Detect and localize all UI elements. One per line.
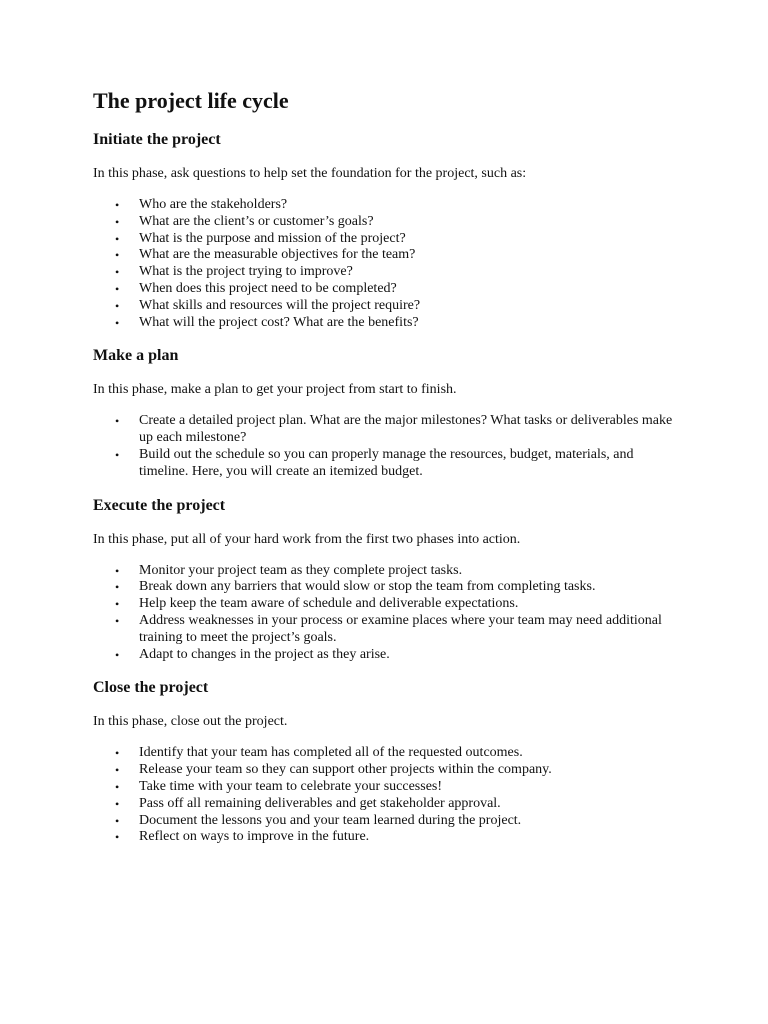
list-item-text: Address weaknesses in your process or examine places where your team may need additional training to meet the project’s goals. [139,612,662,645]
list-item [93,231,678,248]
bullet-icon: • [115,281,120,296]
bullet-icon: • [115,830,120,845]
list-item-text: What skills and resources will the project require? [139,297,421,313]
section-heading: Make a plan [93,347,179,365]
list-item-text: Create a detailed project plan. What are the major milestones? What tasks or deliverables make up each milestone? [139,413,673,446]
section-intro: In this phase, ask questions to help set the foundation for the project, such as: [93,166,527,181]
bullet-icon: • [115,414,120,429]
section-close [93,678,678,846]
bullet-icon: • [115,231,120,246]
list-item [93,197,678,214]
list-item-text: What is the project trying to improve? [139,264,353,280]
section-heading: Close the project [93,679,209,697]
list-item [93,647,678,664]
list-item [93,596,678,613]
list-item-text: Who are the stakeholders? [139,197,288,212]
bullet-icon: • [115,563,120,578]
bullet-icon: • [115,779,120,794]
list-item-text: Identify that your team has completed all of the requested outcomes. [139,745,523,761]
list-item [93,563,678,580]
bullet-icon: • [115,447,120,462]
bullet-icon: • [115,613,120,628]
bullet-list [93,745,678,846]
bullet-icon: • [115,580,120,595]
list-item [93,447,678,481]
list-item [93,813,678,830]
list-item [93,829,678,846]
list-item [93,315,678,332]
list-item [93,745,678,762]
section-intro: In this phase, put all of your hard work from the first two phases into action. [93,531,521,547]
bullet-list [93,413,678,480]
list-item-text: Adapt to changes in the project as they arise. [139,646,390,662]
list-item-text: Reflect on ways to improve in the future. [139,829,370,845]
section-heading: Execute the project [93,496,226,514]
list-item [93,613,678,647]
list-item-text: Pass off all remaining deliverables and get stakeholder approval. [139,795,501,811]
list-item [93,264,678,281]
list-item [93,298,678,315]
list-item-text: Release your team so they can support other projects within the company. [139,762,552,778]
bullet-icon: • [115,298,120,313]
bullet-icon: • [115,813,120,828]
list-item [93,247,678,264]
list-item [93,779,678,796]
bullet-icon: • [115,265,120,280]
bullet-icon: • [115,796,120,811]
list-item [93,413,678,447]
list-item-text: When does this project need to be completed? [139,280,397,296]
bullet-icon: • [115,198,120,212]
document-page [93,86,678,861]
section-initiate [93,130,678,331]
list-item [93,762,678,779]
list-item-text: Take time with your team to celebrate your successes! [139,778,443,794]
list-item [93,214,678,231]
bullet-icon: • [115,597,120,612]
list-item-text: What will the project cost? What are the benefits? [139,314,419,330]
list-item-text: Monitor your project team as they complete project tasks. [139,562,463,578]
list-item-text: Document the lessons you and your team learned during the project. [139,812,522,828]
list-item-text: Break down any barriers that would slow or stop the team from completing tasks. [139,579,596,595]
page-title: The project life cycle [93,88,289,113]
bullet-list [93,563,678,664]
bullet-icon: • [115,647,120,662]
section-execute [93,496,678,664]
bullet-icon: • [115,248,120,263]
list-item [93,281,678,298]
section-intro: In this phase, make a plan to get your project from start to finish. [93,382,457,398]
bullet-icon: • [115,746,120,761]
list-item-text: Build out the schedule so you can properly manage the resources, budget, materials, and timeline. Here, you will create an itemized budget. [139,446,634,479]
list-item [93,796,678,813]
list-item-text: Help keep the team aware of schedule and deliverable expectations. [139,596,519,612]
section-heading: Initiate the project [93,131,221,148]
bullet-icon: • [115,315,120,330]
bullet-icon: • [115,214,120,229]
section-intro: In this phase, close out the project. [93,714,288,730]
list-item-text: What is the purpose and mission of the project? [139,230,406,246]
list-item-text: What are the measurable objectives for the team? [139,247,416,263]
list-item-text: What are the client’s or customer’s goals? [139,213,374,229]
bullet-icon: • [115,763,120,778]
bullet-list [93,197,678,331]
list-item [93,579,678,596]
section-plan [93,346,678,480]
